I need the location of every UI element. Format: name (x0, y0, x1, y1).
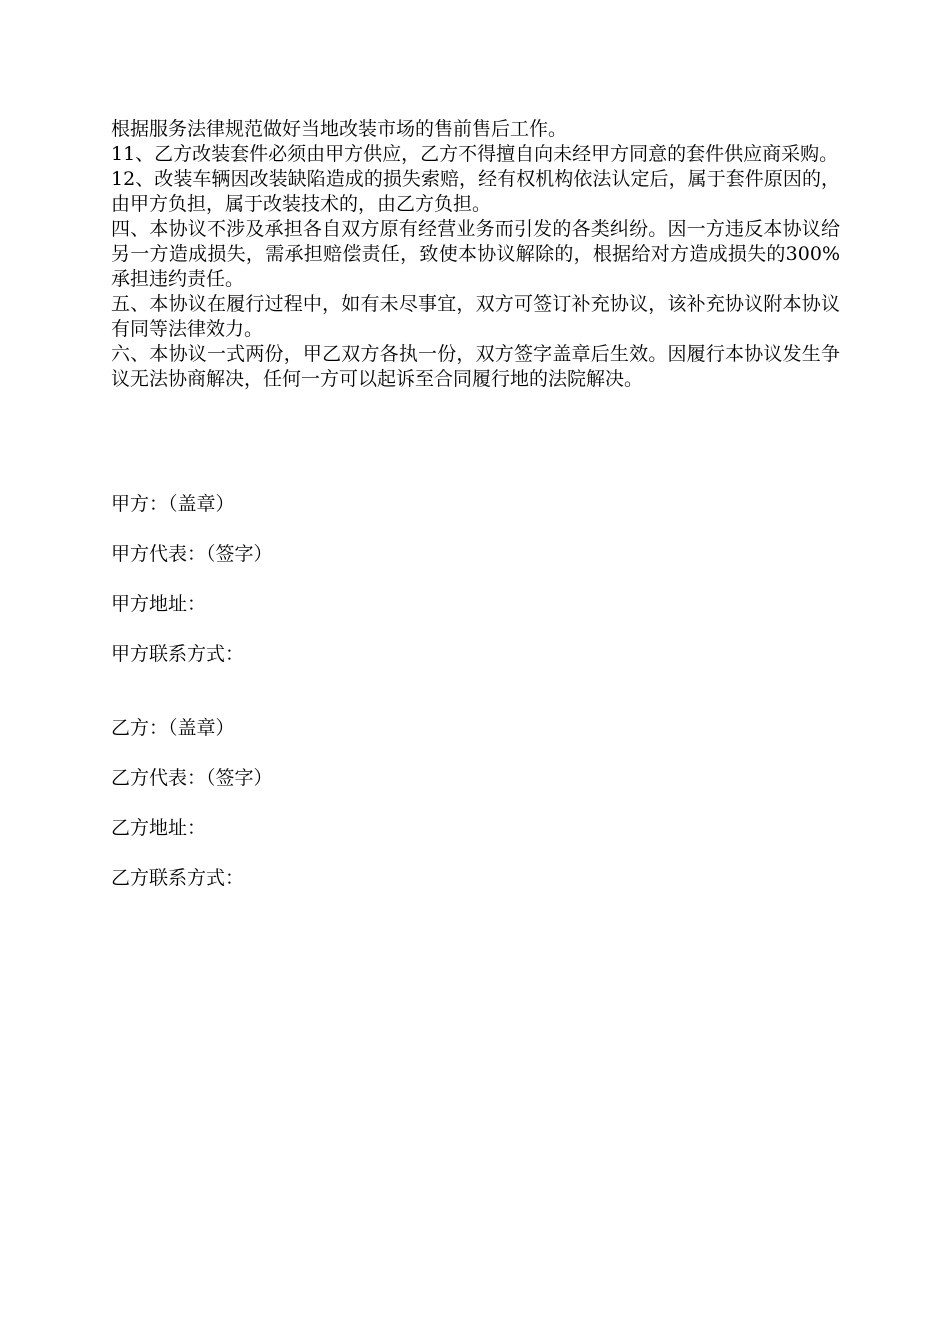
agreement-clauses (111, 117, 840, 392)
party-a-representative: 甲方代表：（签字） (111, 543, 273, 565)
party-b-signature-block (111, 716, 711, 916)
clause-4: 四、本协议不涉及承担各自双方原有经营业务而引发的各类纠纷。因一方违反本协议给另一方造成损失，需承担赔偿责任，致使本协议解除的，根据给对方造成损失的300%承担违约责任。 (111, 218, 840, 290)
party-b-address: 乙方地址： (111, 817, 207, 839)
party-a-contact: 甲方联系方式： (111, 643, 245, 665)
clause-12: 12、改装车辆因改装缺陷造成的损失索赔，经有权机构依法认定后，属于套件原因的，由甲方负担，属于改装技术的，由乙方负担。 (111, 168, 840, 215)
party-a-seal: 甲方：（盖章） (111, 493, 235, 515)
clause-11: 11、乙方改装套件必须由甲方供应，乙方不得擅自向未经甲方同意的套件供应商采购。 (111, 143, 839, 165)
party-a-signature-block (111, 492, 711, 692)
party-b-seal: 乙方：（盖章） (111, 717, 235, 739)
clause-5: 五、本协议在履行过程中，如有未尽事宜，双方可签订补充协议，该补充协议附本协议有同等法律效力。 (111, 293, 840, 340)
party-b-contact: 乙方联系方式： (111, 867, 245, 889)
clause-continuation: 根据服务法律规范做好当地改装市场的售前售后工作。 (111, 118, 568, 140)
clause-6: 六、本协议一式两份，甲乙双方各执一份，双方签字盖章后生效。因履行本协议发生争议无法协商解决，任何一方可以起诉至合同履行地的法院解决。 (111, 343, 840, 390)
party-a-address: 甲方地址： (111, 593, 207, 615)
party-b-representative: 乙方代表：（签字） (111, 767, 273, 789)
